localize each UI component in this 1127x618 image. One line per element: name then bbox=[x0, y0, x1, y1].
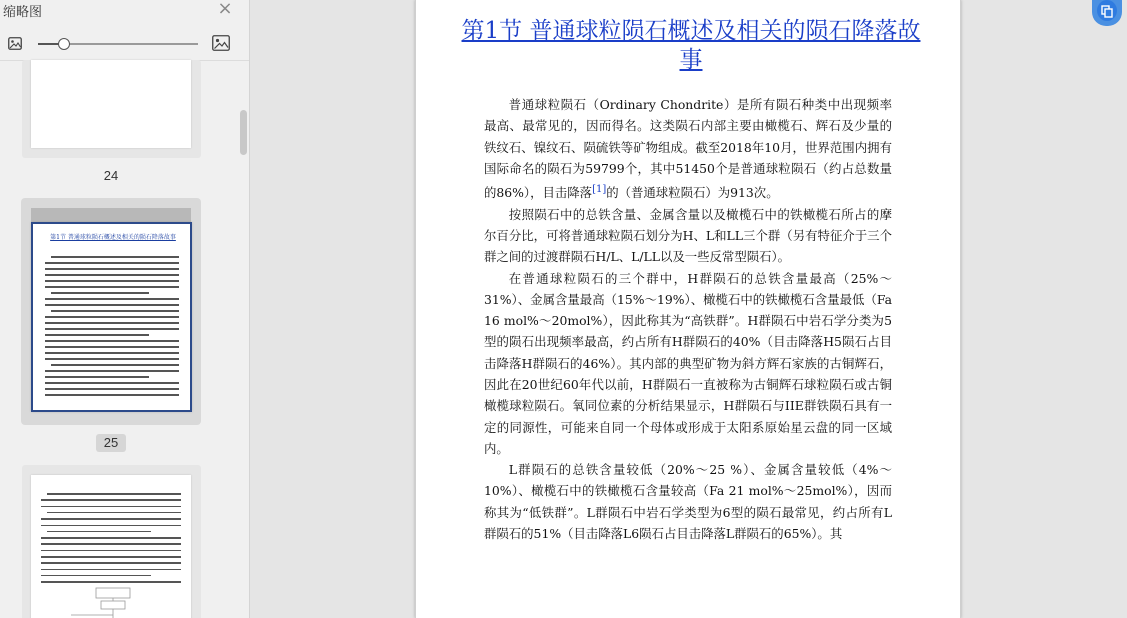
thumbnail-sidebar bbox=[0, 0, 250, 618]
thumbnail-text-line bbox=[45, 304, 179, 306]
thumbnail-text-line bbox=[45, 352, 179, 354]
thumbnail-text-line bbox=[45, 268, 179, 270]
paragraph-4: L群陨石的总铁含量较低（20%～25 %）、金属含量较低（4%～10%）、橄榄石中的铁橄榄石含量较高（Fa 21 mol%～25mol%），因而称其为“低铁群”。L群陨石中岩石学类型为6型的陨石最常见，约占所有L群陨石的51%（目击降落L6陨石占目击降落L群陨石的65%）。其 bbox=[484, 462, 892, 542]
thumbnail-text-line bbox=[45, 340, 179, 342]
thumbnail-diagram bbox=[31, 475, 191, 618]
thumbnail-text-line bbox=[45, 370, 179, 372]
small-image-icon[interactable] bbox=[8, 37, 22, 50]
thumbnail-text-line bbox=[51, 256, 179, 258]
paragraph-2: 按照陨石中的总铁含量、金属含量以及橄榄石中的铁橄榄石所占的摩尔百分比，可将普通球粒陨石划分为H、L和LL三个群（另有特征介于三个群之间的过渡群陨石H/L、L/LL以及一些反常型陨石）。 bbox=[484, 206, 892, 265]
thumbnail-text-line bbox=[45, 286, 179, 288]
thumbnail-page-26[interactable] bbox=[31, 475, 191, 618]
thumbnail-page-25[interactable] bbox=[31, 222, 192, 412]
thumbnail-text-line bbox=[45, 328, 179, 330]
page-title[interactable]: 第1节 普通球粒陨石概述及相关的陨石降落故事 bbox=[461, 18, 921, 73]
thumbnail-page-24[interactable] bbox=[31, 60, 191, 148]
floating-action-button[interactable] bbox=[1092, 0, 1122, 26]
paragraph-1 bbox=[484, 94, 892, 204]
thumbnail-text-line bbox=[51, 310, 179, 312]
thumbnail-text-line bbox=[45, 358, 179, 360]
close-icon[interactable]: × bbox=[217, 0, 233, 19]
thumbnail-page-number: 24 bbox=[103, 168, 119, 183]
paragraph-text: 普通球粒陨石（Ordinary Chondrite）是所有陨石种类中出现频率最高、最常见的，因而得名。这类陨石内部主要由橄榄石、辉石及少量的铁纹石、镍纹石、陨硫铁等矿物组成。截至2018年10月，世界范围内拥有国际命名的陨石为59799个，其中51450个是普通球粒陨石（约占总数量的86%），目击降落 bbox=[484, 97, 892, 201]
sidebar-header bbox=[0, 0, 249, 22]
thumbnail-text-line bbox=[45, 262, 179, 264]
convert-icon bbox=[1097, 1, 1117, 21]
thumbnail-text-line bbox=[51, 292, 149, 294]
document-body bbox=[484, 94, 892, 544]
zoom-slider-thumb[interactable] bbox=[58, 38, 70, 50]
sidebar-scrollbar[interactable] bbox=[240, 110, 247, 155]
paragraph-3: 在普通球粒陨石的三个群中，H群陨石的总铁含量最高（25%～31%）、金属含量最高（15%～19%）、橄榄石中的铁橄榄石含量最低（Fa 16 mol%～20mol%），因此称其为“高铁群”。H群陨石中岩石学分类为5型的陨石出现频率最高，约占所有H群陨石的40%（目击降落H5陨石占目击降落H群陨石的46%）。其内部的典型矿物为斜方辉石家族的古铜辉石，因此在20世纪60年代以前，H群陨石一直被称为古铜辉石球粒陨石或古铜橄榄球粒陨石。氧同位素的分析结果显示，H群陨石与IIE群铁陨石具有一定的同源性，可能来自同一个母体或形成于太阳系原始星云盘的同一区域内。 bbox=[484, 270, 892, 456]
document-viewer bbox=[250, 0, 1127, 618]
thumbnail-text-line bbox=[45, 394, 179, 396]
thumbnail-text-line bbox=[45, 322, 179, 324]
thumbnail-text-line bbox=[45, 376, 149, 378]
thumbnail-text-line bbox=[45, 280, 179, 282]
footnote-ref-link[interactable]: [1] bbox=[592, 184, 607, 196]
thumbnail-text-line bbox=[45, 388, 179, 390]
zoom-slider[interactable] bbox=[38, 43, 198, 45]
thumbnail-text-line bbox=[45, 298, 179, 300]
thumbnail-zoom-control bbox=[0, 30, 249, 56]
thumbnail-text-line bbox=[45, 382, 179, 384]
thumbnail-text-line bbox=[45, 274, 179, 276]
paragraph-text: 的（普通球粒陨石）为913次。 bbox=[606, 185, 779, 201]
thumbnail-text-line bbox=[45, 316, 179, 318]
large-image-icon[interactable] bbox=[212, 35, 230, 51]
thumbnail-page-number-active: 25 bbox=[96, 434, 126, 452]
thumbnail-text-line bbox=[45, 346, 179, 348]
thumbnail-page-title: 第1节 普通球粒陨石概述及相关的陨石降落故事 bbox=[50, 234, 176, 241]
sidebar-title: 缩略图 bbox=[3, 5, 43, 20]
fab-inner bbox=[1097, 0, 1117, 21]
document-page bbox=[415, 0, 961, 618]
thumbnail-previous-page-edge bbox=[31, 208, 191, 222]
thumbnail-text-line bbox=[51, 364, 179, 366]
thumbnail-text-line bbox=[45, 334, 149, 336]
